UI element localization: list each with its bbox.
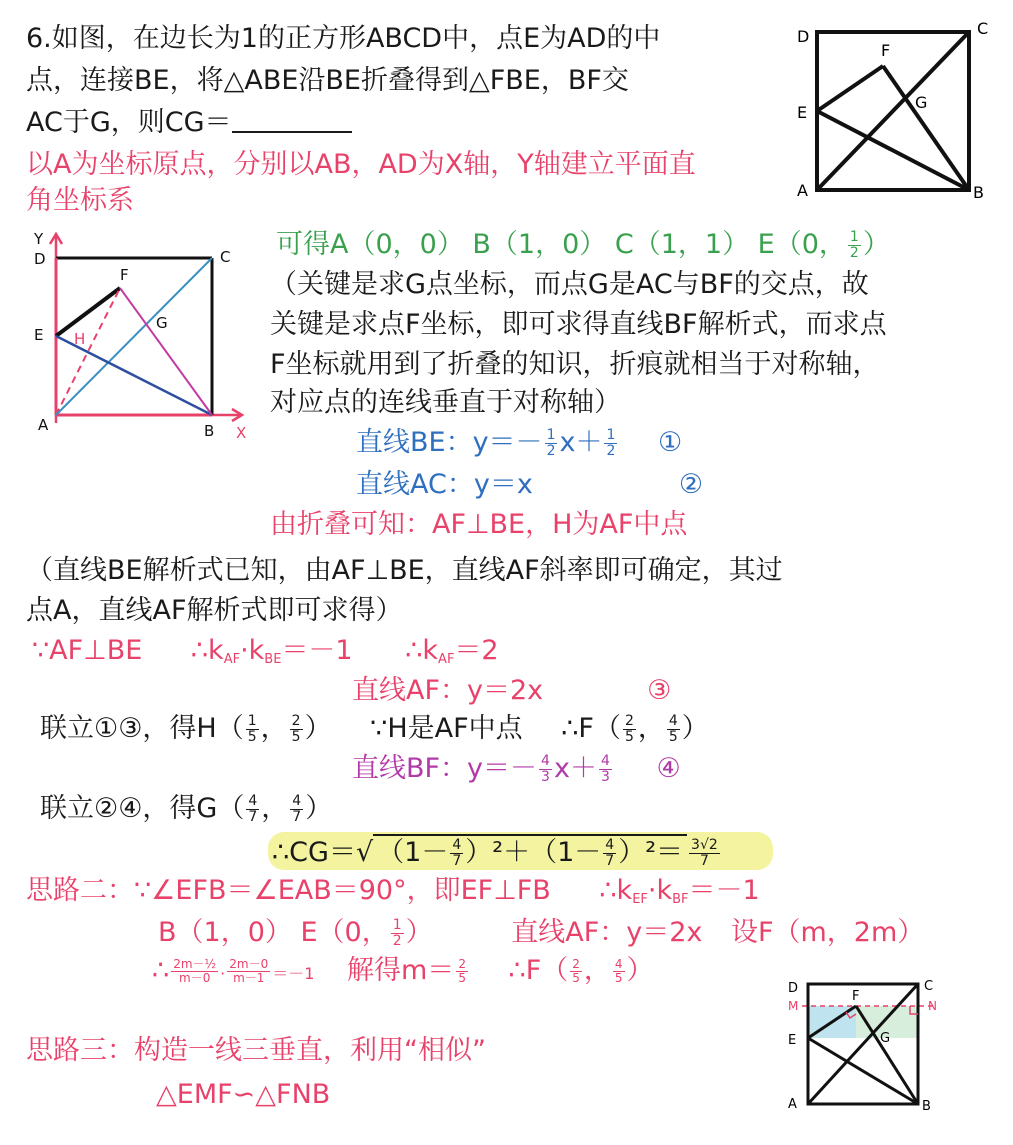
e-fraction: $\frac{1}{2}$: [849, 229, 859, 261]
fig3-label-f: F: [852, 989, 860, 1004]
key-line-4: 对应点的连线垂直于对称轴）: [270, 387, 621, 418]
setup-line-2: 角坐标系: [26, 185, 134, 216]
join-g-line: 联立②④，得G（ $\frac{4}{7}$ ， $\frac{4}{7}$ ）: [40, 793, 333, 825]
fold-statement: 由折叠可知：AF⊥BE，H为AF中点: [270, 509, 688, 540]
key-line-2: 关键是求点F坐标，即可求得直线BF解析式，而求点: [270, 309, 887, 340]
fig3-label-e: E: [788, 1033, 797, 1048]
fig2-label-y: Y: [34, 230, 44, 248]
fig1-label-e: E: [797, 103, 808, 122]
idea3-line-2: △EMF∽△FNB: [156, 1079, 331, 1110]
fig1-label-c: C: [977, 19, 989, 38]
answer-blank: [232, 107, 352, 133]
fig1-label-f: F: [881, 41, 891, 60]
fig3-label-g: G: [880, 1031, 891, 1046]
fig2-label-e: E: [34, 326, 44, 344]
fig3-label-b: B: [922, 1099, 931, 1114]
problem-line-3: AC于G，则CG＝: [26, 106, 352, 140]
fig2-label-c: C: [220, 248, 231, 266]
idea2-line-2: B（1，0） E（0， $\frac{1}{2}$ ） 直线AF：y＝2x 设F（m，2m）: [158, 917, 925, 949]
circle-1: ①: [657, 427, 683, 458]
fig2-label-b: B: [204, 422, 215, 440]
circle-3: ③: [647, 675, 672, 706]
note-line-1: （直线BE解析式已知，由AF⊥BE，直线AF斜率即可确定，其过: [26, 555, 783, 586]
eq-af: 直线AF：y＝2x ③: [352, 675, 672, 706]
slope-line: ∵AF⊥BE $\therefore k_{AF}\cdot k_{BE}=-1$ $\therefore k_{AF}=2$: [32, 635, 499, 667]
fig1-label-g: G: [915, 93, 928, 112]
figure-square-top: [795, 18, 995, 198]
fig2-label-d: D: [34, 250, 46, 268]
fig2-label-f: F: [120, 266, 129, 284]
figure-coordinate: [28, 228, 268, 458]
fig3-label-d: D: [788, 981, 799, 996]
circle-2: ②: [678, 469, 704, 500]
fig2-label-a: A: [38, 416, 49, 434]
figure-square-bottom: [786, 978, 956, 1128]
circle-4: ④: [656, 753, 681, 784]
fig1-label-a: A: [797, 181, 808, 198]
fig1-label-d: D: [797, 27, 810, 46]
note-line-2: 点A，直线AF解析式即可求得）: [26, 595, 403, 626]
idea2-line-1: 思路二：∵∠EFB＝∠EAB＝90°，即EF⊥FB $\therefore k_{EF}\cdot k_{BF}=-1$: [26, 875, 760, 907]
fig3-label-m: M: [788, 999, 799, 1013]
eq-be: 直线BE：y＝－ $\frac{1}{2}$ x＋ $\frac{1}{2}$ ①: [356, 427, 683, 459]
eq-bf: 直线BF：y＝－ $\frac{4}{3}$ x＋ $\frac{4}{3}$ ④: [352, 753, 681, 785]
problem-line-2: 点，连接BE，将△ABE沿BE折叠得到△FBE，BF交: [26, 65, 629, 96]
setup-line-1: 以A为坐标原点，分别以AB，AD为X轴，Y轴建立平面直: [26, 149, 696, 180]
coords-line: 可得A（0，0） B（1，0） C（1，1） E（0， $\frac{1}{2}$ ）: [276, 229, 890, 261]
fig2-label-x: X: [236, 424, 247, 442]
cg-result: ∴CG＝√ （1－ $\frac{4}{7}$ ）²＋（1－ $\frac{4}{7}$ ）²＝ $\frac{3√2}{7}$: [272, 834, 722, 870]
fig3-label-n: N: [928, 999, 937, 1013]
join-h-line: 联立①③，得H（ $\frac{1}{5}$ ， $\frac{2}{5}$ ） ∵H是AF中点 ∴F（ $\frac{2}{5}$ ， $\frac{4}{5}$ ）: [40, 713, 709, 745]
eq-ac: 直线AC：y＝x ②: [356, 469, 704, 500]
key-line-1: （关键是求G点坐标，而点G是AC与BF的交点，故: [270, 269, 869, 300]
fig2-label-h: H: [74, 330, 86, 348]
fig2-label-g: G: [156, 314, 168, 332]
fig3-label-c: C: [924, 979, 934, 994]
key-line-3: F坐标就用到了折叠的知识，折痕就相当于对称轴，: [270, 349, 880, 380]
fig1-label-b: B: [973, 183, 984, 198]
problem-line-1: 6.如图，在边长为1的正方形ABCD中，点E为AD的中: [26, 23, 661, 54]
idea3-line-1: 思路三：构造一线三垂直，利用“相似”: [26, 1035, 486, 1066]
idea2-line-3: ∴ $\frac{\text{2m－½}}{m-0}$ · $\frac{2m-0}{m-1}$ ＝－1 解得m＝ $\frac{2}{5}$ ∴F（ $\frac{2}{5}$ ， $\frac{4}{5}$ ）: [152, 955, 654, 986]
fig3-label-a: A: [788, 1097, 797, 1112]
